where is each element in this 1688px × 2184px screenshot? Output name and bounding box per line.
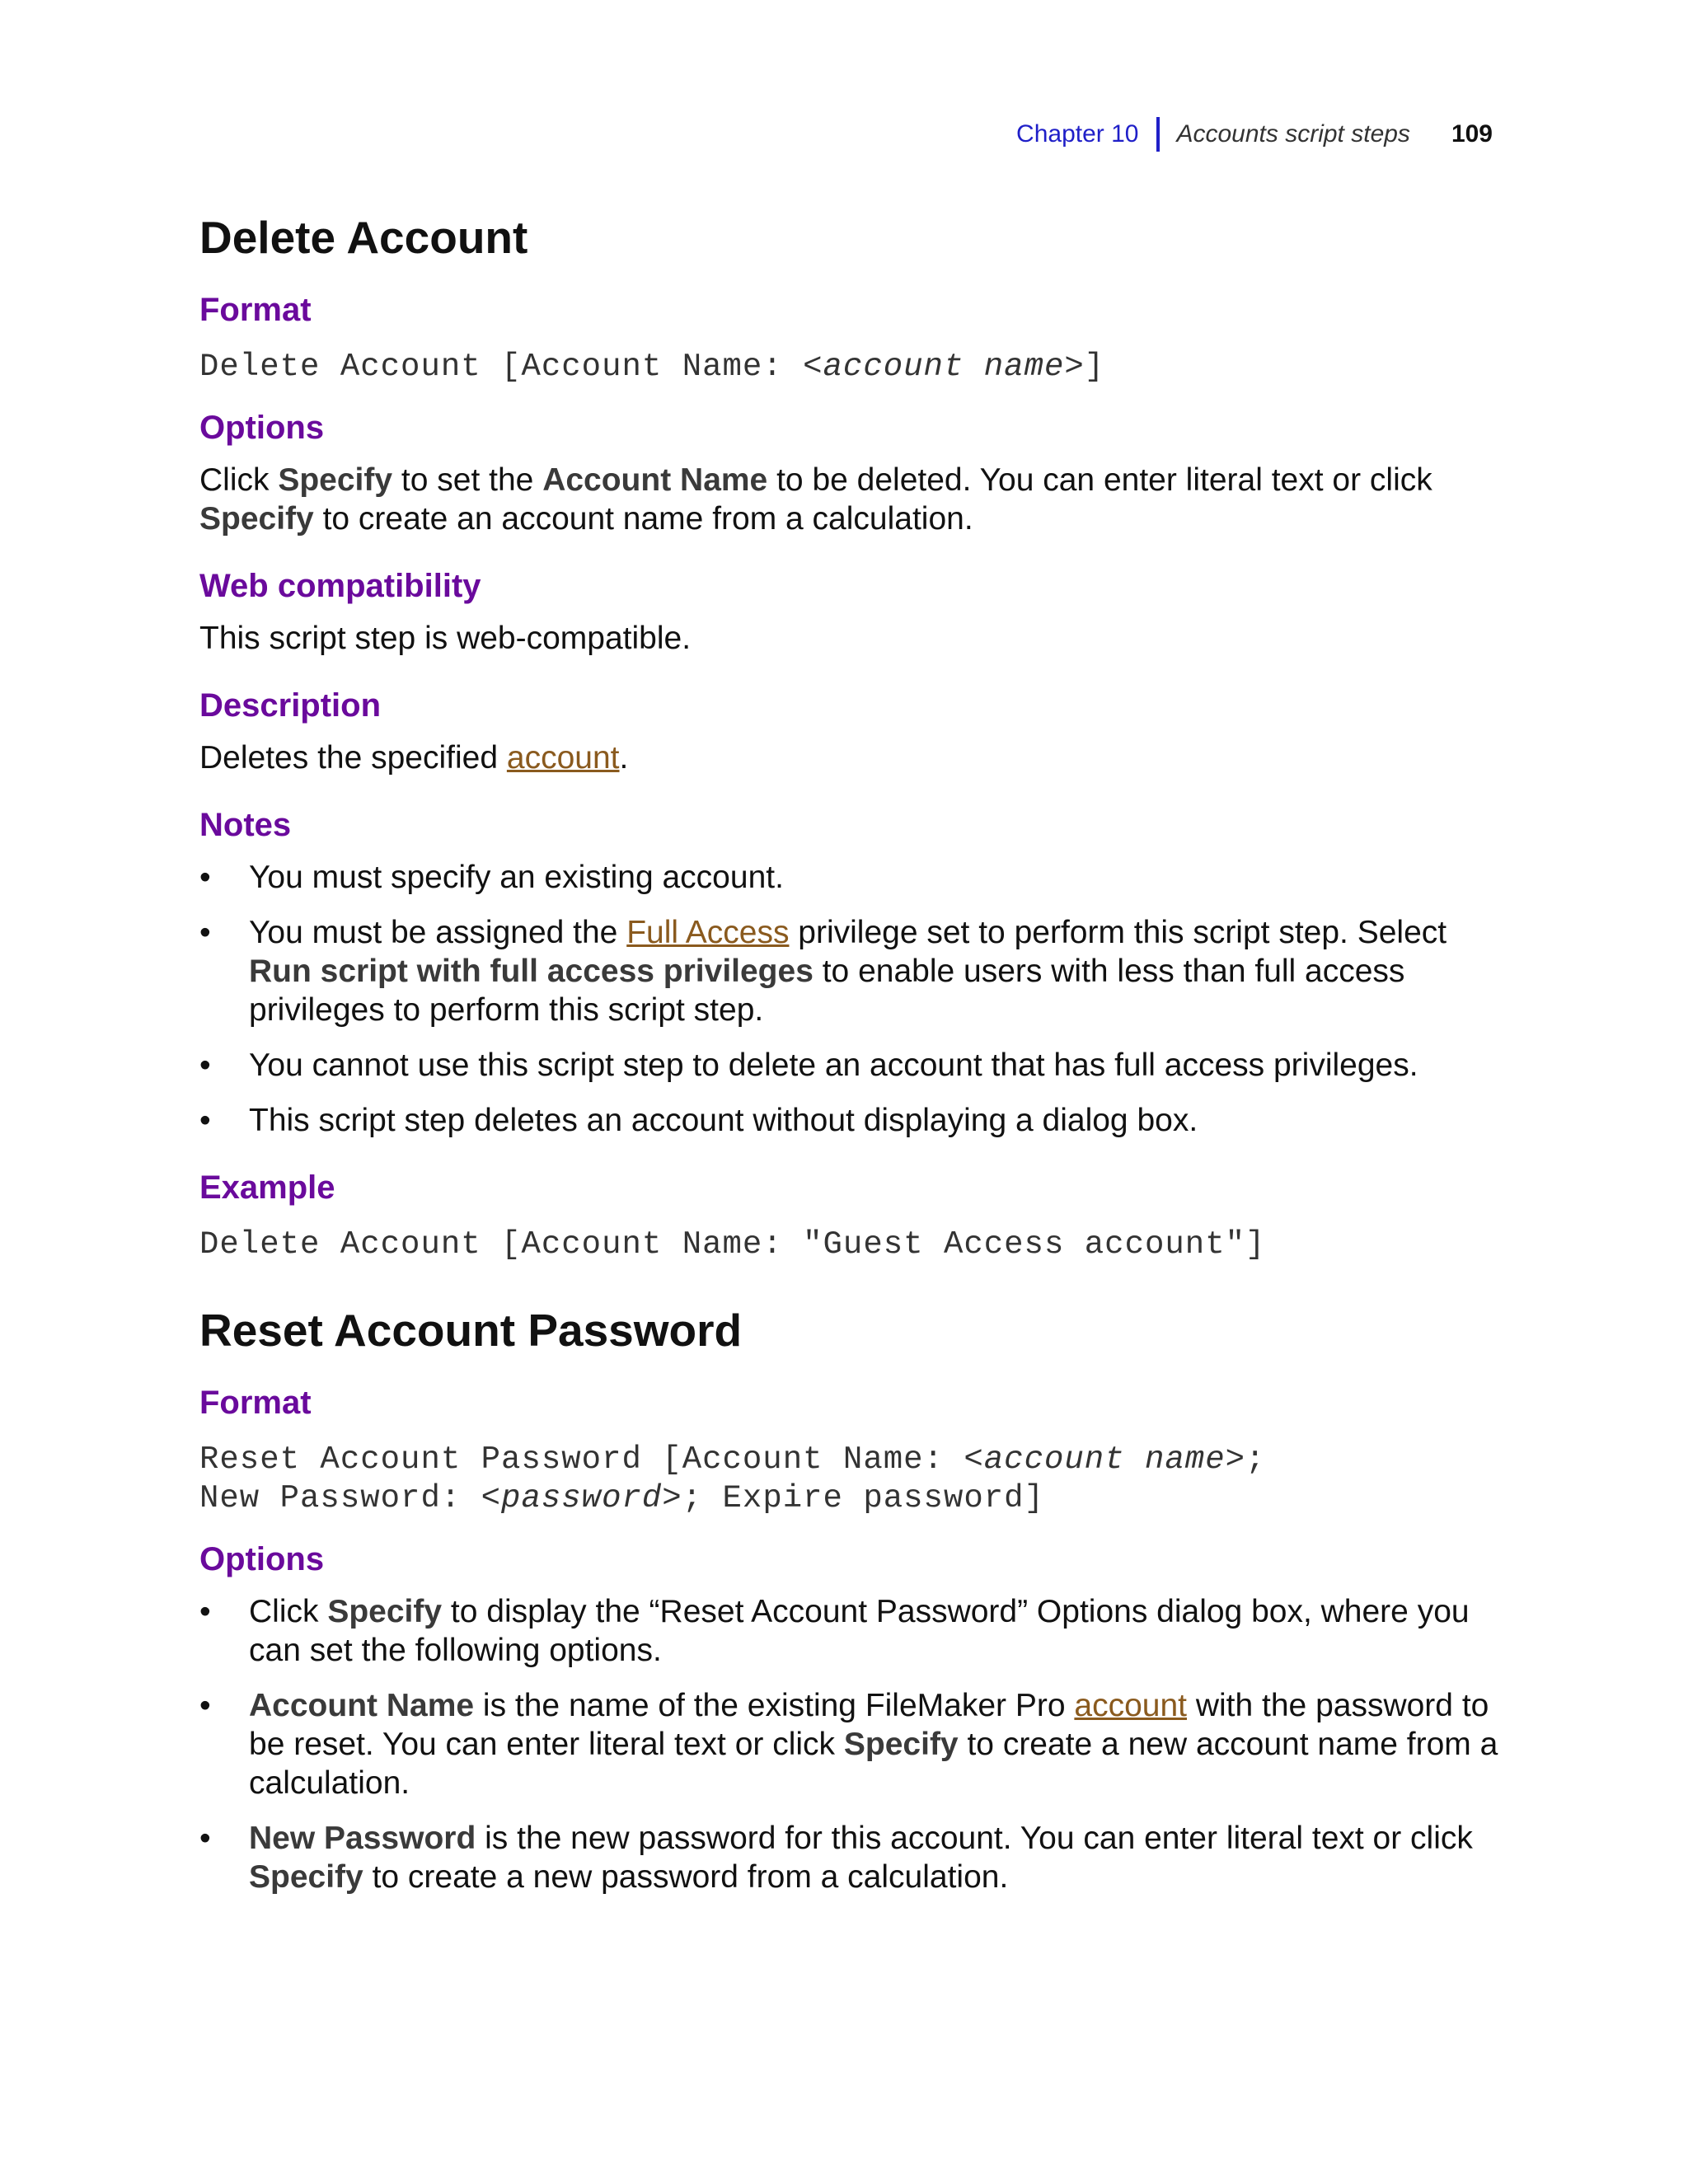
page-content bbox=[199, 208, 1502, 1896]
reset-options-heading: Options bbox=[199, 1541, 325, 1577]
reset-format-code: Reset Account Password [Account Name: <account name>; New Password: <password>; Expire password] bbox=[199, 1441, 1266, 1516]
delete-web-text: This script step is web-compatible. bbox=[199, 621, 692, 656]
running-header bbox=[1016, 115, 1493, 154]
reset-password-title: Reset Account Password bbox=[199, 1305, 743, 1356]
list-item: • New Password is the new password for this account. You can enter literal text or click Specify to create a new password from a calculation. bbox=[199, 1821, 1473, 1895]
list-item: • You must specify an existing account. bbox=[199, 860, 784, 895]
full-access-link[interactable]: Full Access bbox=[626, 915, 790, 950]
account-link[interactable]: account bbox=[506, 740, 620, 776]
delete-notes-heading: Notes bbox=[199, 807, 292, 843]
chapter-label: Chapter 10 bbox=[1016, 120, 1139, 148]
list-item: • You must be assigned the Full Access privilege set to perform this script step. Select Run script with full access privileges to enable users with less than full access privileges to perform this script step. bbox=[199, 915, 1447, 1028]
reset-options-list bbox=[199, 1592, 1502, 1896]
list-item: • Account Name is the name of the existing FileMaker Pro account with the password to be reset. You can enter literal text or click Specify to create a new account name from a calculation. bbox=[199, 1688, 1498, 1801]
delete-example-heading: Example bbox=[199, 1169, 335, 1206]
delete-web-heading: Web compatibility bbox=[199, 568, 481, 604]
chapter-title: Accounts script steps bbox=[1176, 120, 1410, 148]
account-link[interactable]: account bbox=[1074, 1688, 1187, 1723]
delete-format-heading: Format bbox=[199, 292, 312, 328]
page-number: 109 bbox=[1451, 120, 1493, 148]
reset-format-heading: Format bbox=[199, 1385, 312, 1421]
delete-description-heading: Description bbox=[199, 687, 382, 724]
delete-account-title: Delete Account bbox=[199, 212, 528, 263]
delete-options-text: Click Specify to set the Account Name to be deleted. You can enter literal text or click Specify to create an account name from a calculation. bbox=[199, 462, 1432, 537]
delete-format-code: Delete Account [Account Name: <account name>] bbox=[199, 349, 1105, 385]
list-item: • Click Specify to display the “Reset Account Password” Options dialog box, where you can set the following options. bbox=[199, 1594, 1470, 1668]
header-divider bbox=[1156, 117, 1160, 152]
delete-description-text: Deletes the specified account. bbox=[199, 740, 629, 776]
list-item: • You cannot use this script step to delete an account that has full access privileges. bbox=[199, 1047, 1418, 1083]
delete-example-code: Delete Account [Account Name: "Guest Access account"] bbox=[199, 1226, 1266, 1263]
list-item: • This script step deletes an account without displaying a dialog box. bbox=[199, 1103, 1198, 1138]
delete-notes-list bbox=[199, 858, 1502, 1140]
delete-options-heading: Options bbox=[199, 410, 325, 446]
